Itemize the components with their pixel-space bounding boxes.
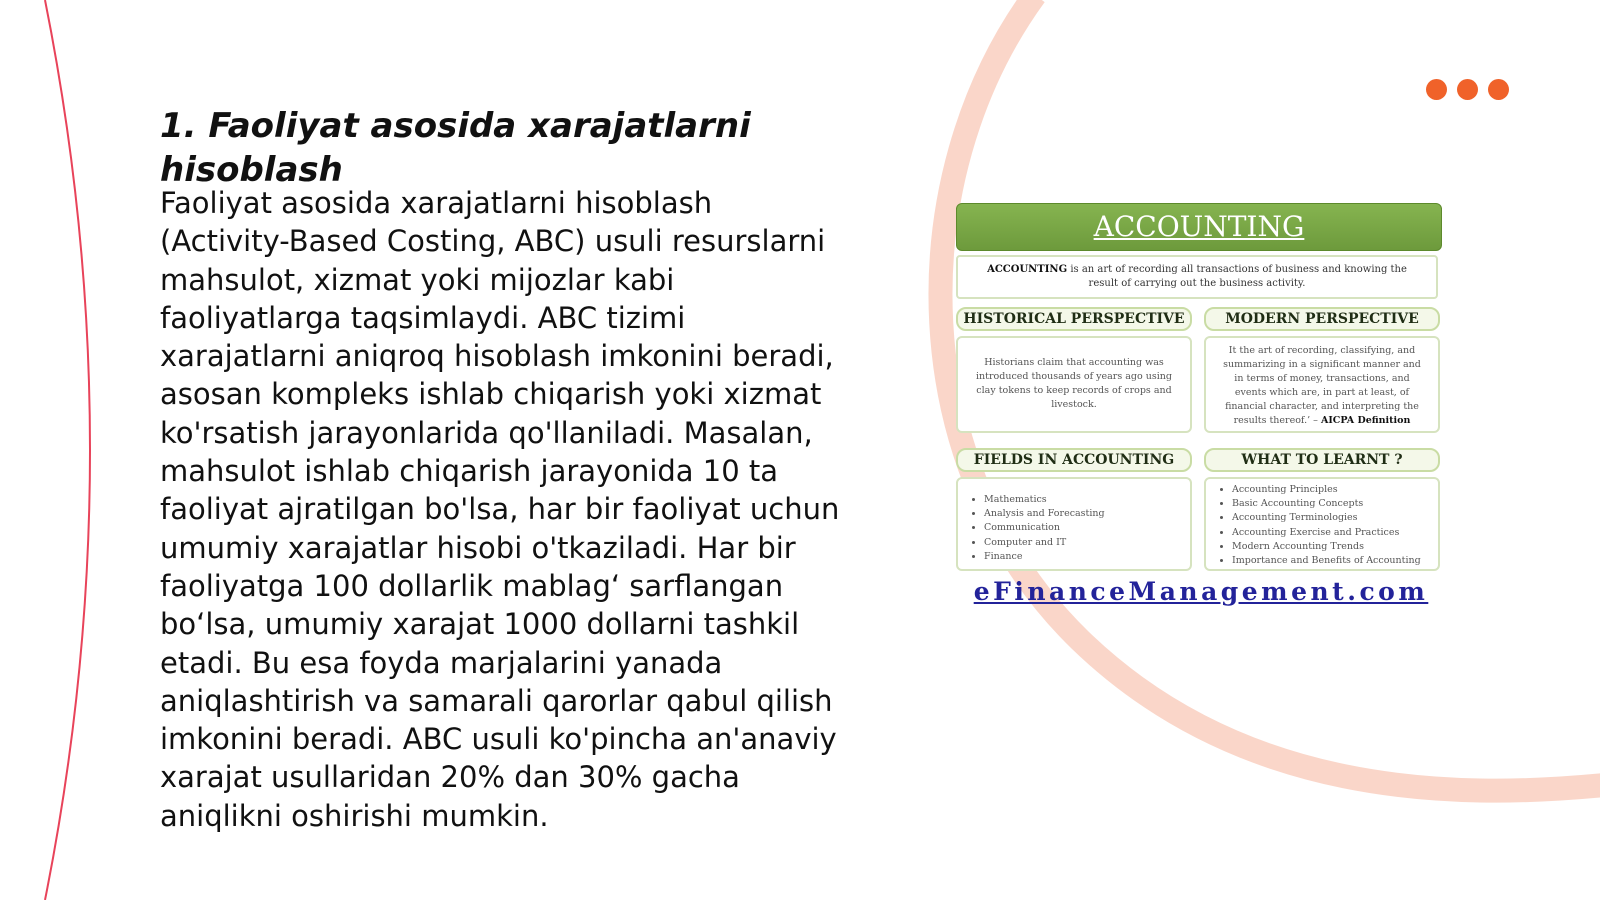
decorative-dots [1426, 79, 1509, 100]
list-item: • Analysis and Forecasting [984, 507, 1190, 521]
left-red-curve [45, 0, 90, 900]
list-item: • Accounting Principles [1232, 483, 1438, 497]
modern-perspective-text: It the art of recording, classifying, and summarizing in a significant manner and in terms of money, transactions, and events which are, in part at least, of financial character, and interpreting the results thereof.’ – [1223, 345, 1421, 426]
list-item: • Computer and IT [984, 536, 1190, 550]
modern-perspective-panel [1204, 336, 1440, 433]
list-item: • Mathematics [984, 493, 1190, 507]
list-item: • Communication [984, 521, 1190, 535]
modern-perspective-label: MODERN PERSPECTIVE [1204, 307, 1440, 331]
definition-term: ACCOUNTING [987, 264, 1068, 275]
slide-body-text: Faoliyat asosida xarajatlarni hisoblash (Activity-Based Costing, ABC) usuli resurslarni mahsulot, xizmat yoki mijozlar kabi faoliyatlarga taqsimlaydi. ABC tizimi xarajatlarni aniqroq hisoblash imkonini beradi, asosan kompleks ishlab chiqarish yoki xizmat ko'rsatish jarayonlarida qo'llaniladi. Masalan, mahsulot ishlab chiqarish jarayonida 10 ta faoliyat ajratilgan bo'lsa, har bir faoliyat uchun umumiy xarajatlar hisobi o'tkaziladi. Har bir faoliyatga 100 dollarlik mablag‘ sarflangan bo‘lsa, umumiy xarajat 1000 dollarni tashkil etadi. Bu esa foyda marjalarini yanada aniqlashtirish va samarali qarorlar qabul qilish imkonini beradi. ABC usuli ko'pincha an'anaviy xarajat usullaridan 20% dan 30% gacha aniqlikni oshirishi mumkin. [160, 186, 840, 833]
definition-box [956, 255, 1438, 299]
dot-icon [1426, 79, 1447, 100]
definition-text: is an art of recording all transactions of business and knowing the result of carrying out the business activity. [1070, 264, 1407, 289]
historical-perspective-panel [956, 336, 1192, 433]
fields-list [958, 493, 1190, 564]
fields-in-accounting-panel [956, 477, 1192, 571]
list-item: • Modern Accounting Trends [1232, 540, 1438, 554]
list-item: • Finance [984, 550, 1190, 564]
infographic-header: ACCOUNTING [956, 203, 1442, 251]
what-to-learn-panel [1204, 477, 1440, 571]
accounting-infographic [956, 203, 1442, 613]
fields-in-accounting-label: FIELDS IN ACCOUNTING [956, 448, 1192, 472]
list-item: • Basic Accounting Concepts [1232, 497, 1438, 511]
dot-icon [1457, 79, 1478, 100]
modern-perspective-source: AICPA Definition [1320, 415, 1411, 426]
list-item: • Accounting Exercise and Practices [1232, 526, 1438, 540]
historical-perspective-label: HISTORICAL PERSPECTIVE [956, 307, 1192, 331]
list-item: • Importance and Benefits of Accounting [1232, 554, 1438, 568]
dot-icon [1488, 79, 1509, 100]
learn-list [1206, 483, 1438, 568]
slide-title: 1. Faoliyat asosida xarajatlarni hisoblash [160, 106, 751, 190]
list-item: • Accounting Terminologies [1232, 511, 1438, 525]
what-to-learn-label: WHAT TO LEARNT ? [1204, 448, 1440, 472]
historical-perspective-text: Historians claim that accounting was introduced thousands of years ago using clay tokens to keep records of crops and livestock. [976, 357, 1172, 410]
efinancemanagement-link[interactable]: eFinanceManagement.com [973, 577, 1429, 606]
